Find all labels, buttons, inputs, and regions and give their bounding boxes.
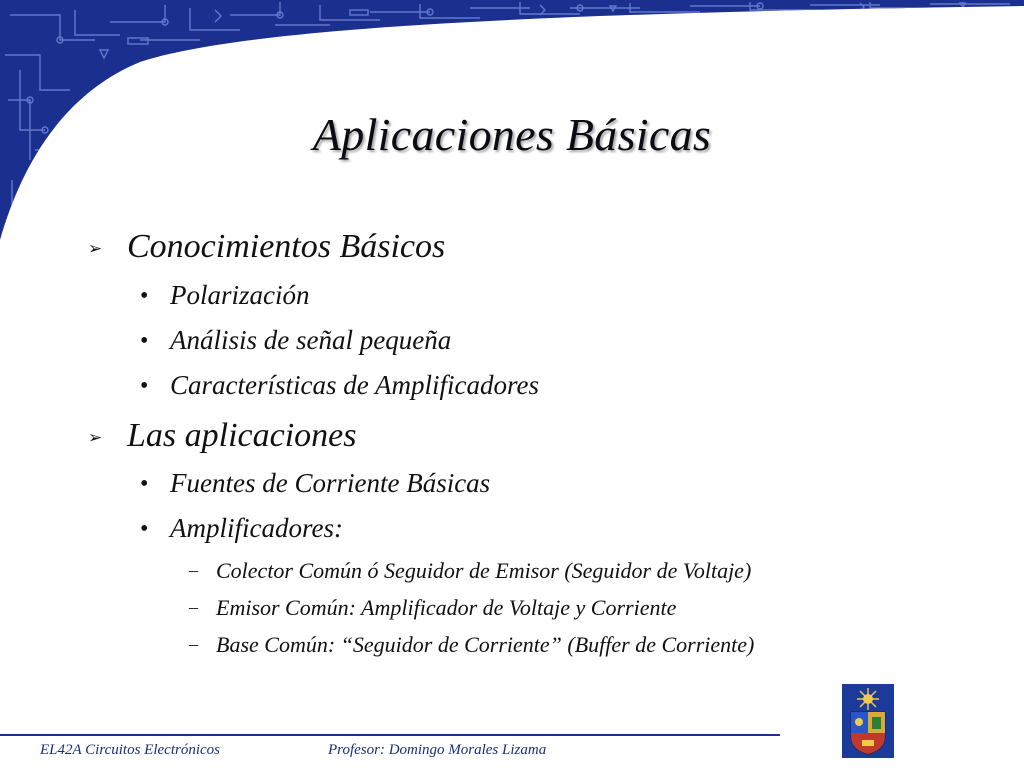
bullet-dot-icon: • xyxy=(140,283,149,309)
slide-title: Aplicaciones Básicas xyxy=(312,109,712,160)
university-crest-icon xyxy=(842,684,894,758)
section-heading: Las aplicaciones xyxy=(127,417,357,454)
footer-course: EL42A Circuitos Electrónicos xyxy=(40,742,220,758)
dash-bullet-icon: – xyxy=(189,597,198,617)
footer-rule xyxy=(0,734,780,736)
section-heading: Conocimientos Básicos xyxy=(127,228,446,265)
list-item: Amplificadores: xyxy=(170,513,343,543)
section-arrow-icon: ➢ xyxy=(88,428,103,447)
list-item: Polarización xyxy=(170,280,310,310)
list-item: Características de Amplificadores xyxy=(170,370,539,400)
dash-bullet-icon: – xyxy=(189,634,198,654)
dash-bullet-icon: – xyxy=(189,560,198,580)
sub-list-item: Colector Común ó Seguidor de Emisor (Seguidor de Voltaje) xyxy=(216,558,752,583)
footer-professor: Profesor: Domingo Morales Lizama xyxy=(328,742,547,758)
list-item: Fuentes de Corriente Básicas xyxy=(170,468,491,498)
bullet-dot-icon: • xyxy=(140,471,149,497)
section-arrow-icon: ➢ xyxy=(88,239,103,258)
sub-list-item: Emisor Común: Amplificador de Voltaje y Corriente xyxy=(216,595,677,620)
bullet-dot-icon: • xyxy=(140,328,149,354)
sub-list-item: Base Común: “Seguidor de Corriente” (Buffer de Corriente) xyxy=(216,632,755,657)
bullet-dot-icon: • xyxy=(140,373,149,399)
bullet-dot-icon: • xyxy=(140,516,149,542)
list-item: Análisis de señal pequeña xyxy=(170,325,452,355)
